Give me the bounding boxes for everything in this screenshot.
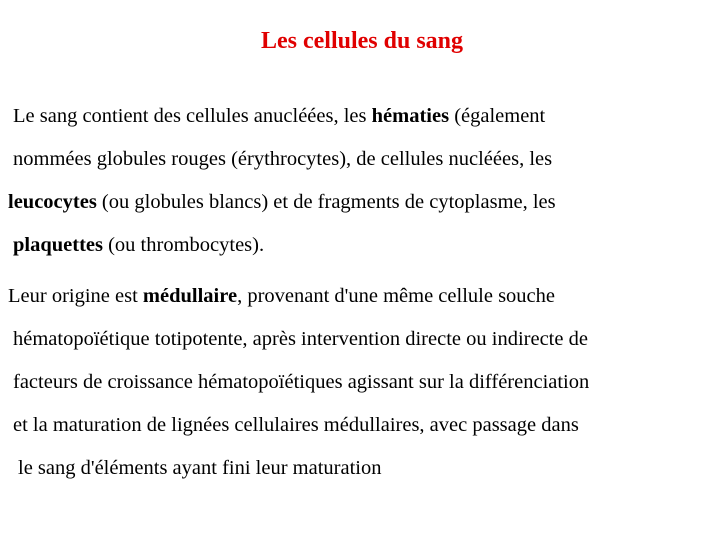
text-segment: Leur origine est [8, 285, 143, 307]
para1-line1 [13, 104, 545, 128]
para2-line1 [8, 284, 555, 308]
text-segment: , provenant d'une même cellule souche [237, 285, 555, 307]
text-segment: Le sang contient des cellules anucléées, les [13, 105, 372, 127]
para2-line4: et la maturation de lignées cellulaires médullaires, avec passage dans [13, 414, 579, 436]
term-medullaire: médullaire [142, 285, 238, 307]
page-title: Les cellules du sang [260, 28, 464, 54]
text-segment: (ou thrombocytes). [102, 234, 265, 256]
term-hematies: hématies [371, 105, 450, 127]
para2-line5: le sang d'éléments ayant fini leur maturation [18, 457, 382, 479]
para1-line3 [8, 190, 556, 214]
text-segment: (ou globules blancs) et de fragments de cytoplasme, les [96, 191, 556, 213]
term-leucocytes: leucocytes [8, 191, 97, 213]
term-plaquettes: plaquettes [13, 234, 103, 256]
para2-line2: hématopoïétique totipotente, après intervention directe ou indirecte de [13, 328, 588, 350]
para2-line3: facteurs de croissance hématopoïétiques agissant sur la différenciation [13, 371, 590, 393]
text-segment: (également [449, 105, 546, 127]
para1-line4 [13, 233, 264, 257]
para1-line2: nommées globules rouges (érythrocytes), de cellules nucléées, les [13, 148, 553, 170]
